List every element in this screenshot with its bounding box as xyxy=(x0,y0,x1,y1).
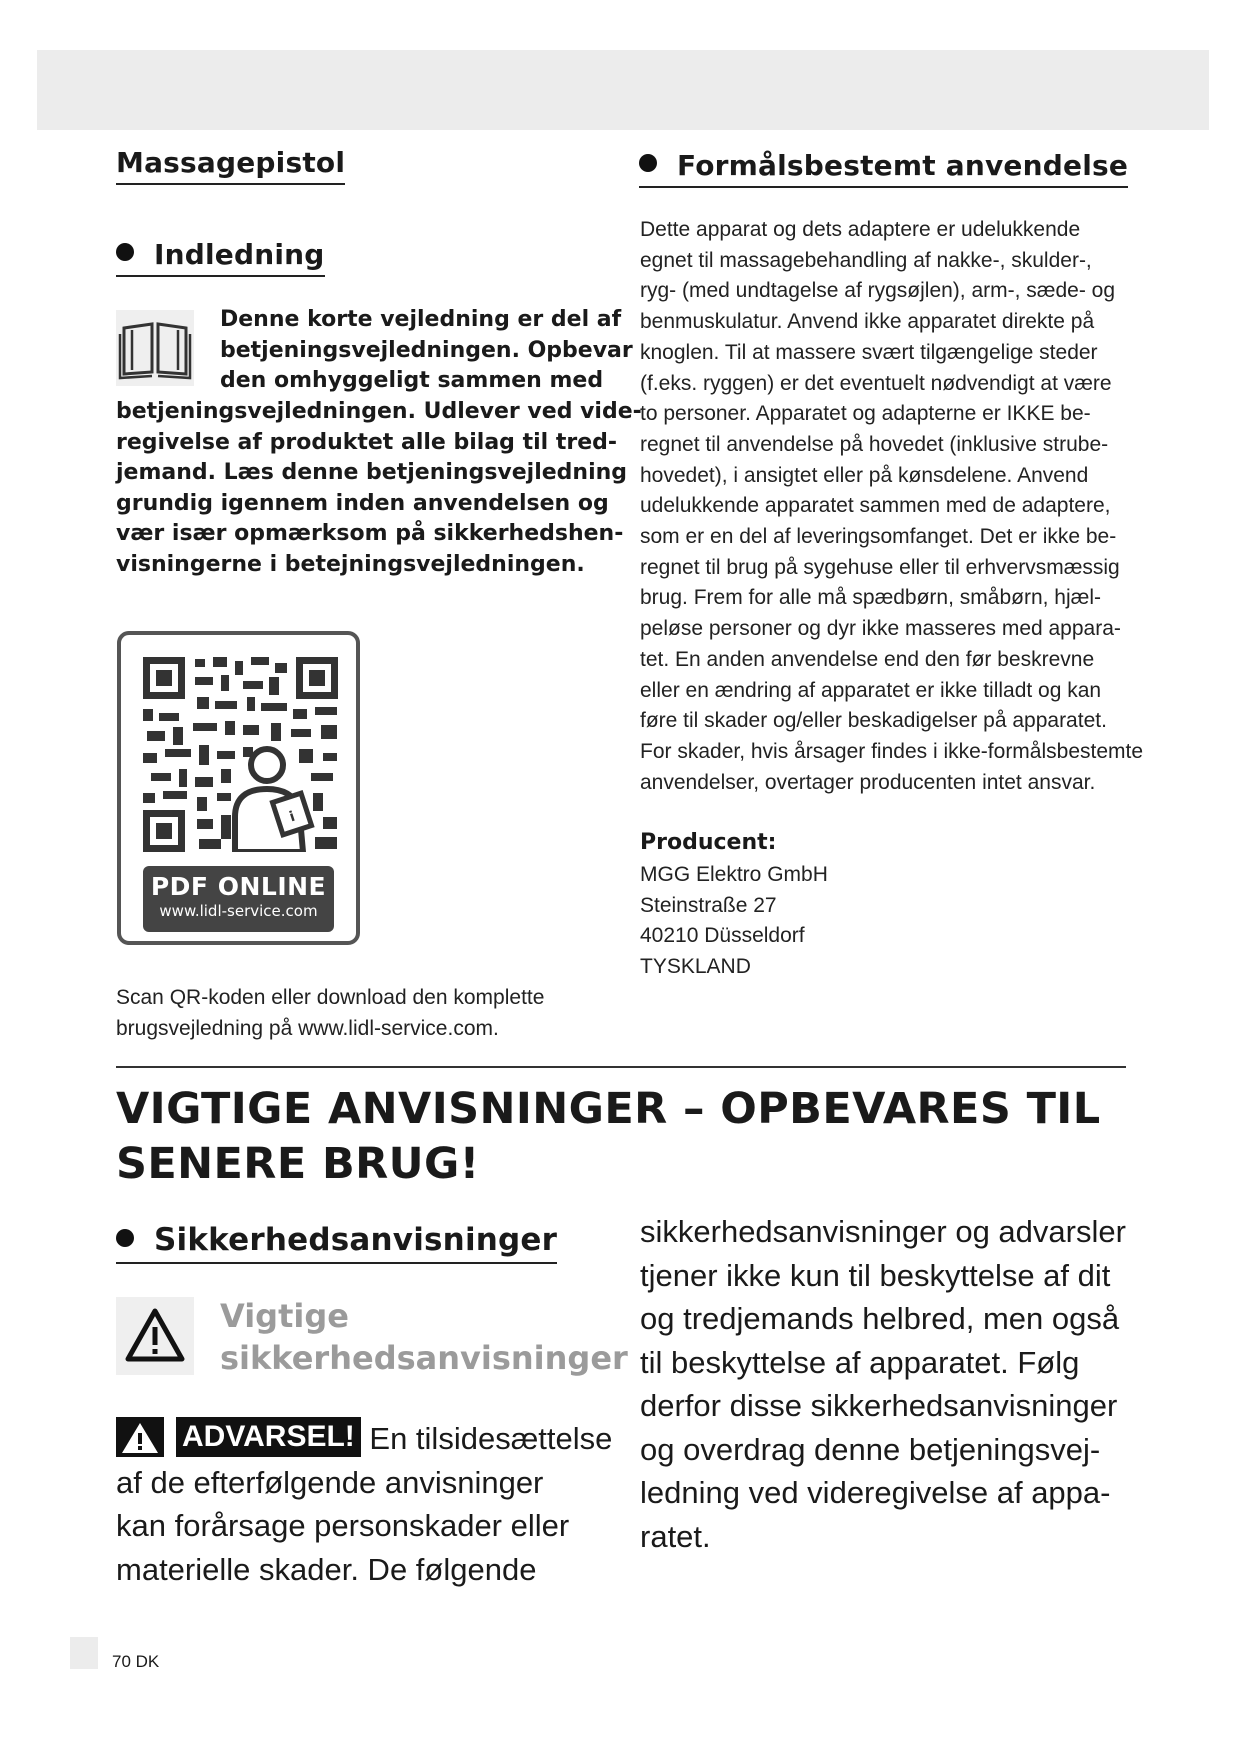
page-marker xyxy=(70,1637,98,1669)
safety-subheading: Vigtige sikkerhedsanvisninger xyxy=(220,1297,628,1377)
warning-first-line: ADVARSEL! En tilsidesættelse xyxy=(116,1417,612,1461)
producer-label: Producent: xyxy=(640,830,777,855)
bullet-icon xyxy=(116,243,134,261)
section-divider xyxy=(116,1066,1126,1068)
book-icon xyxy=(116,310,194,386)
intended-use-heading-block xyxy=(639,149,1128,188)
pdf-online-badge[interactable]: PDF ONLINE www.lidl-service.com xyxy=(143,866,334,932)
intended-use-heading: Formålsbestemt anvendelse xyxy=(639,149,1128,188)
intro-heading-block xyxy=(116,238,325,277)
intended-use-text: Dette apparat og dets adaptere er udelukkende egnet til massagebehandling af nakke-, skulder-, ryg- (med undtagelse af rygsøjlen), arm-, sæde- og benmuskulatur. Anvend ikke apparatet direkte på knoglen. Til at massere svært tilgængelige steder (f.eks. ryggen) er det eventuelt nødvendigt at være to personer. Apparatet og adapterne er IKKE be- regnet til anvendelse på hovedet (inklusive strube- hovedet), i ansigtet eller på kønsdelene. Anvend udelukkende apparatet sammen med de adaptere, som er en del af leveringsomfanget. Det er ikke be- regnet til brug på sygehuse eller til erhvervsmæssig brug. Frem for alle må spædbørn, småbørn, hjæl- peløse personer og dyr ikke masseres med appara- tet. En anden anvendelse end den før beskrevne eller en ændring af apparatet er ikke tilladt og kan føre til skader og/eller beskadigelser på apparatet. For skader, hvis årsager findes i ikke-formålsbestemte anvendelser, overtager producenten intet ansvar. xyxy=(640,218,1144,794)
qr-card[interactable] xyxy=(117,631,360,945)
producer-address: MGG Elektro GmbH Steinstraße 27 40210 Düsseldorf TYSKLAND xyxy=(640,863,828,979)
page-footer xyxy=(112,1652,159,1672)
safety-heading: Sikkerhedsanvisninger xyxy=(116,1222,557,1264)
warning-triangle-icon xyxy=(116,1297,194,1375)
warning-icon-box xyxy=(116,1297,194,1375)
product-title: Massagepistol xyxy=(116,146,345,185)
intro-text: betjeningsvejledningen. Udlever ved vide- regivelse af produktet alle bilag til tred- jemand. Læs denne betjeningsvejledning grundig igennem inden anvendelsen og vær især opmærksom på sikkerhedshen- visningerne i betejningsvejledningen. xyxy=(116,399,642,577)
bullet-icon xyxy=(116,1229,134,1247)
header-band xyxy=(37,50,1209,130)
safety-heading-block xyxy=(116,1222,557,1264)
important-heading: VIGTIGE ANVISNINGER – OPBEVARES TIL SENERE BRUG! xyxy=(116,1084,1101,1189)
product-title-block xyxy=(116,146,345,185)
warning-paragraph: ADVARSEL! En tilsidesættelse af de efterfølgende anvisninger kan forårsage personskader eller materielle skader. De følgende xyxy=(116,1417,612,1591)
bullet-icon xyxy=(639,154,657,172)
warning-triangle-icon xyxy=(116,1417,164,1457)
advarsel-badge: ADVARSEL! xyxy=(176,1417,361,1457)
qr-code-icon xyxy=(143,657,338,852)
svg-text:i: i xyxy=(287,808,298,826)
intro-text-indented: Denne korte vejledning er del af betjeningsvejledningen. Opbevar den omhyggeligt sammen med xyxy=(220,307,633,394)
safety-right-text: sikkerhedsanvisninger og advarsler tjener ikke kun til beskyttelse af dit og tredjemands helbred, men også til beskyttelse af apparatet. Følg derfor disse sikkerhedsanvisninger og overdrag denne betjeningsvej- ledning ved videregivelse af appa- ratet. xyxy=(640,1214,1126,1554)
intro-heading: Indledning xyxy=(116,238,325,277)
qr-caption: Scan QR-koden eller download den komplette brugsvejledning på www.lidl-service.com. xyxy=(116,986,545,1040)
page-number: 70 xyxy=(112,1652,131,1671)
page-language: DK xyxy=(135,1652,160,1671)
